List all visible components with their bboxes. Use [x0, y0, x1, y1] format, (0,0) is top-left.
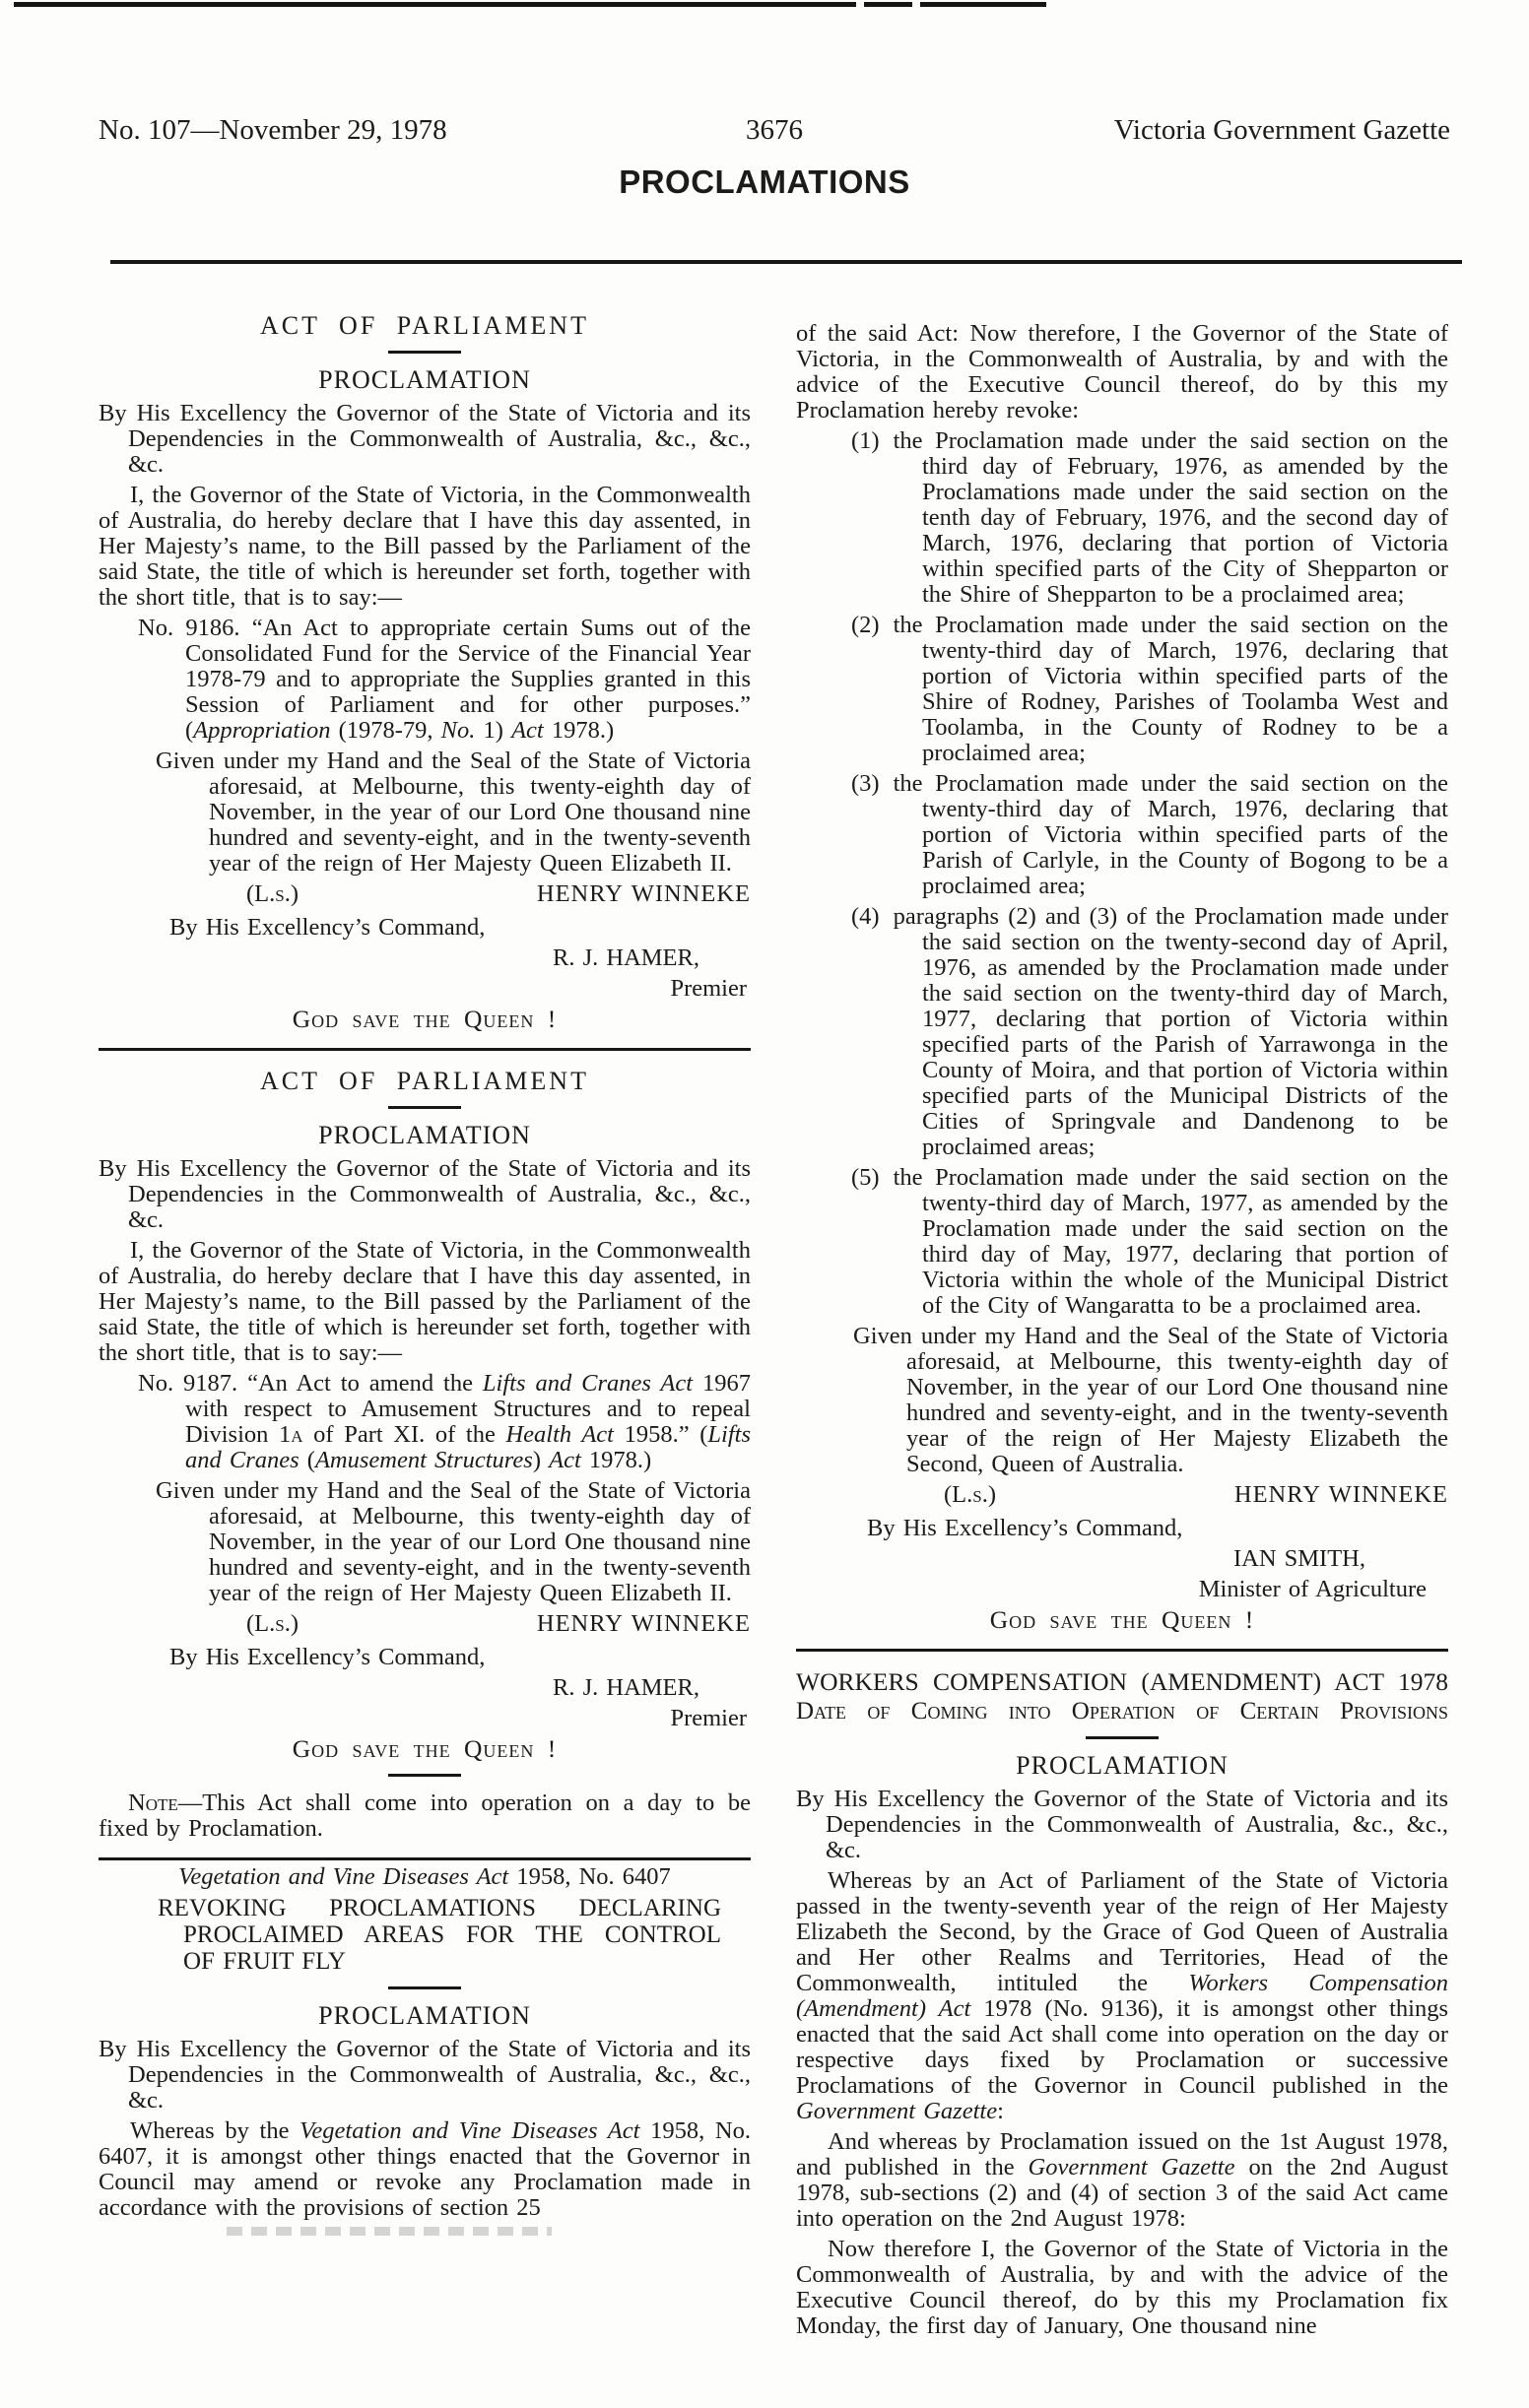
command-line: By His Excellency’s Command, — [169, 914, 486, 941]
page-header — [99, 114, 1450, 147]
given-under-block: Given under my Hand and the Seal of the State of Victoria aforesaid, at Melbourne, this twenty-eighth day of November, in the year of our Lord One thousand nine hundred and seventy-eight, and in the twenty-seventh year of the reign of Her Majesty Queen Elizabeth II. — [156, 748, 751, 877]
act-of-parliament-1 — [99, 313, 751, 1032]
revoke-item — [796, 771, 1448, 899]
governor-signature: HENRY WINNEKE — [1233, 1481, 1448, 1508]
heading-rule — [1086, 1736, 1159, 1739]
caps-heading-line: REVOKING PROCLAMATIONS DECLARING — [158, 1895, 721, 1921]
signer-name: R. J. HAMER, — [553, 944, 699, 971]
given-under-block: Given under my Hand and the Seal of the State of Victoria aforesaid, at Melbourne, this twenty-eighth day of November, in the year of our Lord One thousand nine hundred and seventy-eight, and in the twenty-seventh year of the reign of Her Majesty Elizabeth the Second, Queen of Australia. — [853, 1323, 1448, 1477]
caps-heading-line: PROCLAIMED AREAS FOR THE CONTROL — [183, 1921, 721, 1948]
god-save-line: God save the Queen ! — [989, 1605, 1255, 1634]
item-text: the Proclamation made under the said section on the third day of February, 1976, as amended by the Proclamations made under the said section on the tenth day of February, 1976, and the second day of March, 1976, declaring that portion of Victoria within specified parts of the City of Shepparton or the Shire of Shepparton to be a proclaimed area; — [893, 427, 1448, 608]
item-number: (3) — [851, 770, 880, 797]
right-column — [796, 295, 1448, 2344]
fruit-fly-proclamation — [99, 1864, 751, 2236]
ls-seal: (L.s.) — [246, 1610, 299, 1637]
revoke-item — [796, 613, 1448, 766]
proclamation-subheading: PROCLAMATION — [318, 365, 531, 394]
item-number: (1) — [851, 427, 880, 454]
header-rule — [110, 260, 1462, 264]
proclamation-subheading: PROCLAMATION — [318, 2001, 531, 2030]
address-paragraph: By His Excellency the Governor of the State of Victoria and its Dependencies in the Commonwealth of Australia, &c., &c., &c. — [99, 400, 751, 478]
workers-act-title: WORKERS COMPENSATION (AMENDMENT) ACT 1978 — [796, 1667, 1448, 1696]
revoke-item — [796, 904, 1448, 1160]
caps-heading-block — [158, 1895, 751, 1975]
signer-role: Premier — [670, 975, 747, 1002]
seal-signature-row — [99, 881, 751, 907]
address-paragraph: By His Excellency the Governor of the State of Victoria and its Dependencies in the Commonwealth of Australia, &c., &c., &c. — [796, 1786, 1448, 1863]
heading-rule — [388, 1986, 461, 1989]
gazette-title: Victoria Government Gazette — [1113, 114, 1450, 146]
section-divider — [99, 1857, 751, 1860]
heading-rule — [388, 1106, 461, 1109]
note-paragraph: Note—This Act shall come into operation on a day to be fixed by Proclamation. — [99, 1790, 751, 1842]
scan-artifact-line — [14, 2, 1046, 7]
act-entry: No. 9187. “An Act to amend the Lifts and Cranes Act 1967 with respect to Amusement Structures and to repeal Division 1a of Part XI. of the Health Act 1958.” (Lifts and Cranes (Amusement Structures) Act 1978.) — [138, 1370, 752, 1473]
ls-seal: (L.s.) — [944, 1481, 996, 1508]
act-heading: ACT OF PARLIAMENT — [260, 1067, 589, 1095]
now-therefore-paragraph: Now therefore I, the Governor of the State of Victoria in the Commonwealth of Australia, by and with the advice of the Executive Council thereof, do by this my Proclamation fix Monday, the first day of January, One thousand nine — [796, 2236, 1448, 2339]
item-text: the Proclamation made under the said section on the twenty-third day of March, 1976, declaring that portion of Victoria within specified parts of the Shire of Rodney, Parishes of Toolamba West and Toolamba, in the County of Rodney to be a proclaimed area; — [893, 612, 1448, 766]
whereas-paragraph: Whereas by an Act of Parliament of the State of Victoria passed in the twenty-seventh year of the reign of Her Majesty Elizabeth the Second, by the Grace of God Queen of Australia and Her other Realms and Territories, Head of the Commonwealth, intituled the Workers Compensation (Amendment) Act 1978 (No. 9136), it is amongst other things enacted that the said Act shall come into operation on the day or respective days fixed by Proclamation or successive Proclamations of the Governor in Council published in the Government Gazette: — [796, 1867, 1448, 2124]
address-paragraph: By His Excellency the Governor of the State of Victoria and its Dependencies in the Commonwealth of Australia, &c., &c., &c. — [99, 1155, 751, 1233]
revoke-item — [796, 1165, 1448, 1319]
signer-role: Minister of Agriculture — [1198, 1576, 1427, 1602]
proclamation-subheading: PROCLAMATION — [1016, 1751, 1229, 1780]
page-columns — [99, 295, 1448, 2344]
item-text: the Proclamation made under the said section on the twenty-third day of March, 1977, as amended by the Proclamation made under the said section on the third day of May, 1977, declaring that portion of Victoria within the whole of the Municipal District of the City of Wangaratta to be a proclaimed area. — [893, 1164, 1448, 1319]
command-line: By His Excellency’s Command, — [169, 1644, 486, 1670]
and-whereas-paragraph: And whereas by Proclamation issued on the 1st August 1978, and published in the Government Gazette on the 2nd August 1978, sub-sections (2) and (4) of section 3 of the said Act came into operation on the 2nd August 1978: — [796, 2128, 1448, 2232]
item-number: (2) — [851, 612, 880, 638]
seal-signature-row — [99, 1611, 751, 1637]
given-under-block: Given under my Hand and the Seal of the State of Victoria aforesaid, at Melbourne, this twenty-eighth day of November, in the year of our Lord One thousand nine hundred and seventy-eight, and in the twenty-seventh year of the reign of Her Majesty Queen Elizabeth II. — [156, 1477, 751, 1606]
section-divider — [796, 1649, 1448, 1652]
item-number: (5) — [851, 1164, 880, 1191]
proclamation-subheading: PROCLAMATION — [318, 1121, 531, 1149]
page-number: 3676 — [746, 114, 803, 146]
assent-paragraph: I, the Governor of the State of Victoria, in the Commonwealth of Australia, do hereby declare that I have this day assented, in Her Majesty’s name, to the Bill passed by the Parliament of the said State, the title of which is hereunder set forth, together with the short title, that is to say:— — [99, 1237, 751, 1366]
cut-off-text-artifact — [227, 2227, 552, 2236]
item-text: paragraphs (2) and (3) of the Proclamation made under the said section on the twenty-second day of April, 1976, as amended by the Proclamation made under the said section on the twenty-third day of March, 1977, declaring that portion of Victoria within specified parts of the Parish of Yarrawonga in the County of Moira, and that portion of Victoria within specified parts of the Municipal Districts of the Cities of Springvale and Dandenong to be proclaimed areas; — [893, 903, 1448, 1160]
act-title-line: Vegetation and Vine Diseases Act 1958, No. 6407 — [178, 1863, 671, 1890]
issue-date: No. 107—November 29, 1978 — [99, 114, 447, 146]
continuation-paragraph: of the said Act: Now therefore, I the Governor of the State of Victoria, in the Commonwealth of Australia, by and with the advice of the Executive Council thereof, do by this my Proclamation hereby revoke: — [796, 320, 1448, 423]
revoke-item — [796, 428, 1448, 608]
governor-signature: HENRY WINNEKE — [536, 1610, 751, 1637]
god-save-line: God save the Queen ! — [292, 1005, 558, 1033]
act-heading: ACT OF PARLIAMENT — [260, 311, 589, 340]
governor-signature: HENRY WINNEKE — [536, 880, 751, 907]
workers-act-subtitle: Date of Coming into Operation of Certain Provisions — [796, 1698, 1448, 1725]
whereas-paragraph: Whereas by the Vegetation and Vine Diseases Act 1958, No. 6407, it is amongst other things enacted that the Governor in Council may amend or revoke any Proclamation made in accordance with the provisions of section 25 — [99, 2117, 752, 2221]
signer-name: R. J. HAMER, — [553, 1674, 699, 1701]
seal-signature-row — [796, 1482, 1448, 1508]
command-line: By His Excellency’s Command, — [867, 1515, 1183, 1541]
proclamations-heading: PROCLAMATIONS — [619, 163, 910, 200]
ls-seal: (L.s.) — [246, 880, 299, 907]
assent-paragraph: I, the Governor of the State of Victoria, in the Commonwealth of Australia, do hereby declare that I have this day assented, in Her Majesty’s name, to the Bill passed by the Parliament of the said State, the title of which is hereunder set forth, together with the short title, that is to say:— — [99, 482, 751, 611]
address-paragraph: By His Excellency the Governor of the State of Victoria and its Dependencies in the Commonwealth of Australia, &c., &c., &c. — [99, 2036, 751, 2114]
closing-rule — [388, 1774, 461, 1777]
signer-name: IAN SMITH, — [1232, 1545, 1365, 1572]
act-entry: No. 9186. “An Act to appropriate certain Sums out of the Consolidated Fund for the Service of the Financial Year 1978-79 and to appropriate the Supplies granted in this Session of Parliament and for other purposes.” (Appropriation (1978-79, No. 1) Act 1978.) — [138, 615, 751, 744]
revocation-proclamation — [796, 321, 1448, 1633]
item-text: the Proclamation made under the said section on the twenty-third day of March, 1976, declaring that portion of Victoria within specified parts of the Parish of Carlyle, in the County of Bogong to be a proclaimed area; — [893, 770, 1448, 899]
god-save-line: God save the Queen ! — [292, 1734, 558, 1763]
item-number: (4) — [851, 903, 880, 930]
heading-rule — [388, 351, 461, 354]
act-of-parliament-2 — [99, 1069, 751, 1842]
workers-compensation-proclamation — [796, 1669, 1448, 2339]
left-column — [99, 295, 751, 2344]
signer-role: Premier — [670, 1705, 747, 1731]
caps-heading-line: OF FRUIT FLY — [183, 1948, 346, 1975]
section-divider — [99, 1048, 751, 1051]
